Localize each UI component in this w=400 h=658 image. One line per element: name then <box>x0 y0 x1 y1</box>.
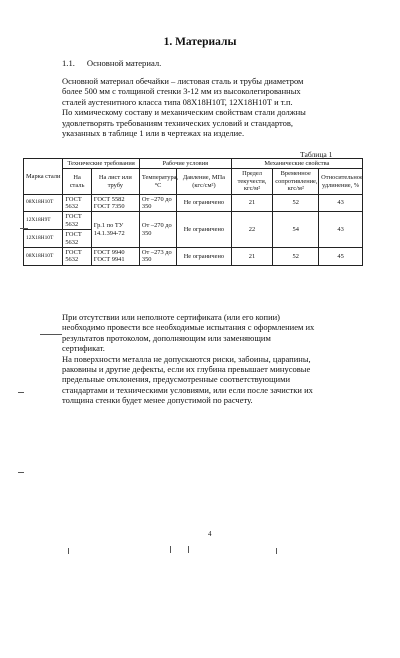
header-temperature: Температура, °С <box>139 169 176 194</box>
subsection-label: Основной материал. <box>86 58 162 68</box>
paragraph-line: сертификат. <box>62 343 105 354</box>
cell-steel: ГОСТ 5632 <box>63 248 91 266</box>
paragraph-line: указанных в таблице 1 или в чертежах на изделие. <box>62 128 245 139</box>
header-pressure: Давление, МПа (кгс/см²) <box>177 169 232 194</box>
cell-sheet: Гр.1 по ТУ 14.1.394-72 <box>91 212 139 248</box>
table-header-row <box>24 159 363 169</box>
table-caption: Таблица 1 <box>300 150 333 159</box>
cell-sheet: ГОСТ 5582 ГОСТ 7350 <box>91 194 139 212</box>
cell-temperature: От –270 до 350 <box>139 194 176 212</box>
cell-grade: 08Х18Н10Т <box>24 194 63 212</box>
paragraph-line: сталей аустенитного класса типа 08Х18Н10Т, 12Х18Н10Т и т.п. <box>62 96 293 107</box>
table-subheader-row <box>24 169 363 194</box>
cell-pressure: Не ограничено <box>177 248 232 266</box>
header-mechanical-properties: Механические свойства <box>231 159 362 169</box>
header-on-sheet: На лист или трубу <box>91 169 139 194</box>
cell-grade: 12Х18Н9Т <box>24 212 63 230</box>
cell-yield: 21 <box>231 248 273 266</box>
page-number: 4 <box>208 530 212 538</box>
cell-elongation: 43 <box>319 194 363 212</box>
scan-mark <box>20 228 28 229</box>
cell-yield: 22 <box>231 212 273 248</box>
header-work-conditions: Рабочие условия <box>139 159 231 169</box>
paragraph-line: необходимо провести все необходимые испытания с оформлением их <box>62 322 315 333</box>
cell-temperature: От –270 до 350 <box>139 212 176 248</box>
section-title: 1. Материалы <box>163 36 237 48</box>
paragraph-line: более 500 мм с толщиной стенки 3-12 мм из высоколегированных <box>62 86 301 97</box>
table-row <box>24 212 363 230</box>
paragraph-line: стандартами и техническими условиями, или если после зачистки их <box>62 384 313 395</box>
header-on-steel: На сталь <box>63 169 91 194</box>
scan-mark <box>276 548 277 554</box>
cell-steel: ГОСТ 5632 <box>63 194 91 212</box>
cell-yield: 21 <box>231 194 273 212</box>
paragraph-line: предельные отклонения, предусмотренные соответствующими <box>62 374 291 385</box>
table-row <box>24 194 363 212</box>
cell-steel: ГОСТ 5632 <box>63 230 91 248</box>
cell-grade: 08Х18Н10Т <box>24 248 63 266</box>
cell-temperature: От –273 до 350 <box>139 248 176 266</box>
cell-tensile: 52 <box>273 194 319 212</box>
paragraph-line: раковины и другие дефекты, если их глубина превышает минусовые <box>62 364 311 375</box>
scan-mark <box>170 546 171 553</box>
cell-pressure: Не ограничено <box>177 194 232 212</box>
scan-mark <box>68 548 69 554</box>
cell-sheet: ГОСТ 9940 ГОСТ 9941 <box>91 248 139 266</box>
paragraph-line: Основной материал обечайки – листовая сталь и трубы диаметром <box>62 76 304 86</box>
scan-mark <box>18 472 24 473</box>
main-material-paragraph <box>62 76 352 138</box>
scan-mark <box>18 392 24 393</box>
header-tensile: Временное сопротивление, кгс/м² <box>273 169 319 194</box>
subsection-heading <box>62 58 161 68</box>
paragraph-line: результатов протоколом, дополняющим или заменяющим <box>62 332 271 343</box>
header-tech-requirements: Технические требования <box>63 159 140 169</box>
certificate-paragraph <box>62 312 362 406</box>
paragraph-line: толщина стенки будет менее допустимой по расчету. <box>62 395 253 406</box>
header-yield: Предел текучести, кгс/м² <box>231 169 273 194</box>
paragraph-line: По химическому составу и механическим свойствам стали должны <box>62 107 306 118</box>
scan-mark <box>188 546 189 553</box>
cell-tensile: 54 <box>273 212 319 248</box>
paragraph-line: удовлетворять требованиям технических условий и стандартов, <box>62 117 293 128</box>
cell-elongation: 43 <box>319 212 363 248</box>
cell-pressure: Не ограничено <box>177 212 232 248</box>
cell-steel: ГОСТ 5632 <box>63 212 91 230</box>
cell-tensile: 52 <box>273 248 319 266</box>
table-row <box>24 248 363 266</box>
subsection-number: 1.1. <box>62 58 75 68</box>
header-elongation: Относительное удлинение, % <box>319 169 363 194</box>
cell-grade: 12Х18Н10Т <box>24 230 63 248</box>
materials-table <box>23 158 363 266</box>
scan-mark <box>40 334 62 335</box>
paragraph-line: При отсутствии или неполноте сертификата (или его копии) <box>62 312 281 322</box>
header-steel-grade: Марка стали <box>24 159 63 195</box>
cell-elongation: 45 <box>319 248 363 266</box>
paragraph-line: На поверхности металла не допускаются риски, забоины, царапины, <box>62 353 311 364</box>
